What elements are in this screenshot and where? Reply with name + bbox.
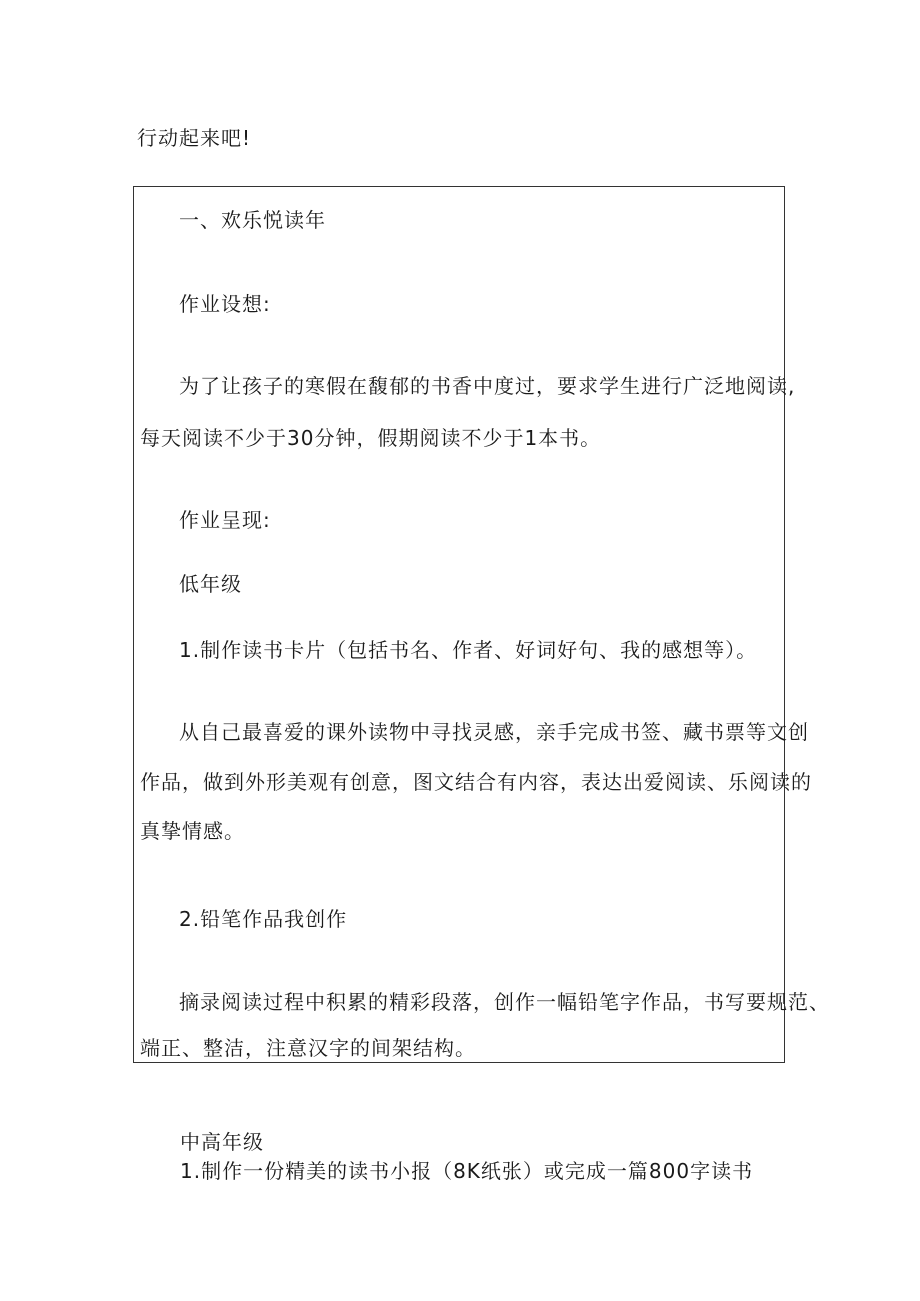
idea-text-line-2: 每天阅读不少于30分钟，假期阅读不少于1本书。	[140, 426, 602, 450]
item1-desc-line-1: 从自己最喜爱的课外读物中寻找灵感，亲手完成书签、藏书票等文创	[179, 720, 809, 744]
item1-desc-line-3: 真挚情感。	[140, 819, 245, 843]
item2-desc-line-1: 摘录阅读过程中积累的精彩段落，创作一幅铅笔字作品，书写要规范、	[179, 990, 830, 1014]
section-title: 一、欢乐悦读年	[179, 208, 326, 232]
mid-high-grade-label: 中高年级	[180, 1130, 264, 1154]
item2-desc-line-2: 端正、整洁，注意汉字的间架结构。	[140, 1036, 476, 1060]
low-grade-item-2: 2.铅笔作品我创作	[179, 907, 348, 931]
mid-high-grade-item-1: 1.制作一份精美的读书小报（8K纸张）或完成一篇800字读书	[180, 1159, 754, 1183]
present-heading: 作业呈现:	[179, 508, 271, 532]
activity-box	[133, 186, 830, 1063]
intro-text: 行动起来吧!	[137, 126, 252, 150]
low-grade-label: 低年级	[179, 572, 242, 596]
low-grade-item-1: 1.制作读书卡片（包括书名、作者、好词好句、我的感想等）。	[179, 638, 758, 662]
idea-text-line-1: 为了让孩子的寒假在馥郁的书香中度过，要求学生进行广泛地阅读,	[179, 374, 796, 398]
idea-heading: 作业设想:	[179, 292, 271, 316]
item1-desc-line-2: 作品，做到外形美观有创意，图文结合有内容，表达出爱阅读、乐阅读的	[140, 770, 812, 794]
